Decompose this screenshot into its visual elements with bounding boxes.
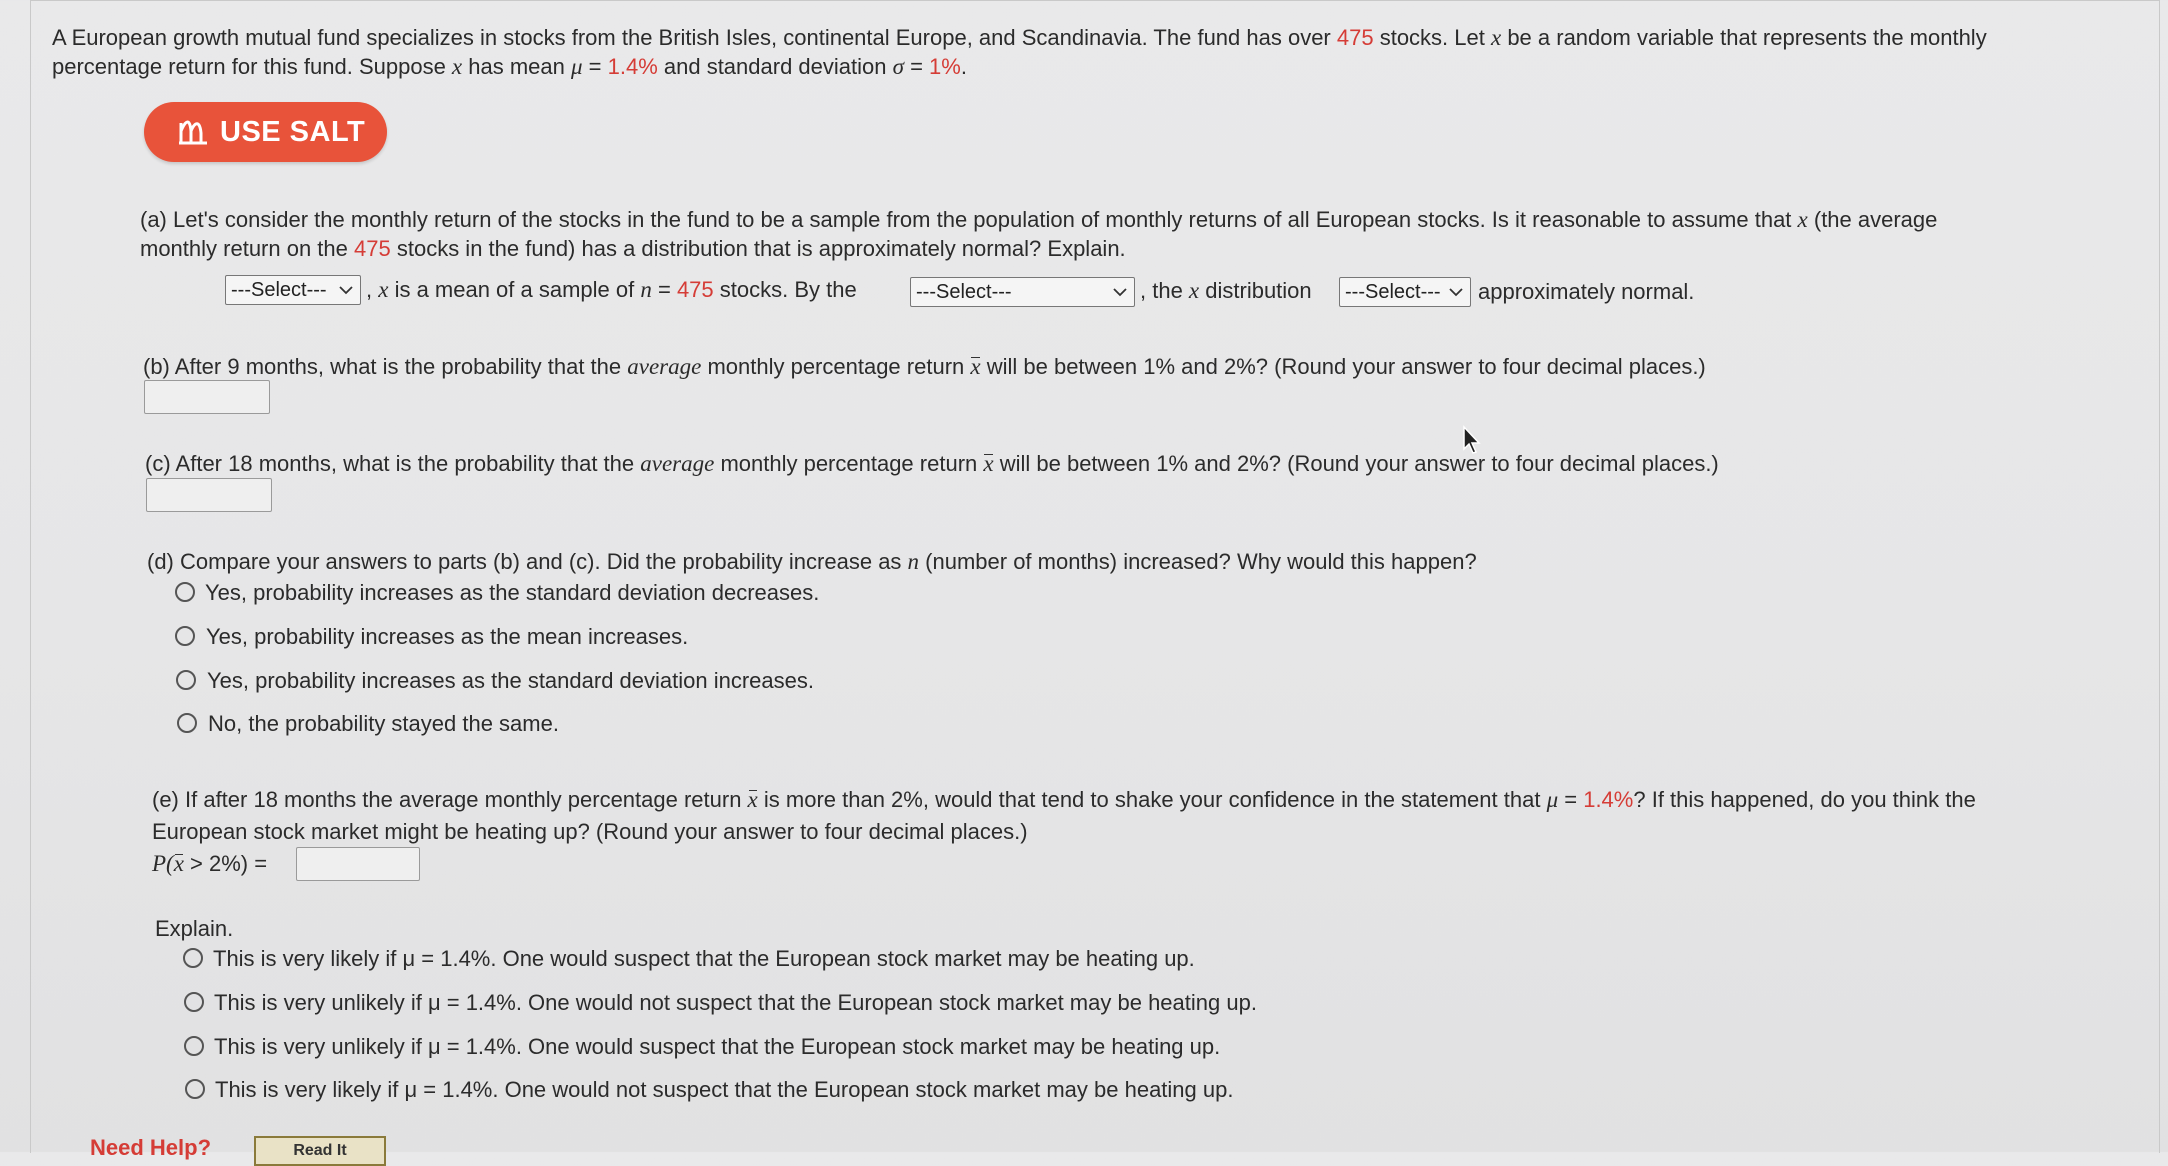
part-a-line-1: (a) Let's consider the monthly return of the stocks in the fund to be a sample from the population of monthly returns of all European stocks. Is it reasonable to assume that x (the average xyxy=(140,207,1938,232)
use-salt-label: USE SALT xyxy=(220,115,366,148)
part-c-answer-input[interactable] xyxy=(146,478,272,512)
chevron-down-icon xyxy=(1112,287,1128,297)
salt-icon xyxy=(176,117,210,147)
part-e-answer-input[interactable] xyxy=(296,847,420,881)
chevron-down-icon xyxy=(338,285,354,295)
part-a-end: approximately normal. xyxy=(1478,279,1695,304)
part-b-question: (b) After 9 months, what is the probability that the average monthly percentage return x will be between 1% and 2%? (Round your answer to four decimal places.) xyxy=(143,354,1706,379)
part-e-option-4: This is very likely if μ = 1.4%. One would not suspect that the European stock market may be heating up. xyxy=(215,1077,1234,1102)
part-e-line-2: European stock market might be heating up? (Round your answer to four decimal places.) xyxy=(152,819,1028,844)
part-e-radio-4[interactable] xyxy=(185,1079,205,1099)
intro-line-2: percentage return for this fund. Suppose x has mean μ = 1.4% and standard deviation σ = 1%. xyxy=(52,54,967,79)
part-a-line-2: monthly return on the 475 stocks in the fund) has a distribution that is approximately normal? Explain. xyxy=(140,236,1126,261)
part-e-radio-2[interactable] xyxy=(184,992,204,1012)
part-c-question: (c) After 18 months, what is the probability that the average monthly percentage return x will be between 1% and 2%? (Round your answer to four decimal places.) xyxy=(145,451,1719,476)
chevron-down-icon xyxy=(1448,287,1464,297)
part-a-select-2[interactable]: ---Select--- xyxy=(910,277,1135,307)
part-d-radio-4[interactable] xyxy=(177,713,197,733)
mouse-cursor-icon xyxy=(1462,425,1484,455)
part-d-radio-1[interactable] xyxy=(175,582,195,602)
part-d-option-3: Yes, probability increases as the standard deviation increases. xyxy=(207,668,814,693)
read-it-button[interactable]: Read It xyxy=(254,1136,386,1166)
use-salt-button[interactable] xyxy=(144,102,387,162)
part-a-select-1[interactable]: ---Select--- xyxy=(225,275,361,305)
part-e-line-1: (e) If after 18 months the average monthly percentage return x is more than 2%, would that tend to shake your confidence in the statement that μ = 1.4%? If this happened, do you think the xyxy=(152,787,1976,812)
part-d-radio-2[interactable] xyxy=(175,626,195,646)
part-d-question: (d) Compare your answers to parts (b) and (c). Did the probability increase as n (number of months) increased? Why would this happen? xyxy=(147,549,1477,574)
part-e-option-2: This is very unlikely if μ = 1.4%. One would not suspect that the European stock market may be heating up. xyxy=(214,990,1257,1015)
part-e-explain-label: Explain. xyxy=(155,916,234,941)
part-e-probability-label: P(x > 2%) = xyxy=(152,851,268,876)
part-e-option-3: This is very unlikely if μ = 1.4%. One would suspect that the European stock market may be heating up. xyxy=(214,1034,1221,1059)
part-d-option-1: Yes, probability increases as the standard deviation decreases. xyxy=(205,580,820,605)
part-d-option-4: No, the probability stayed the same. xyxy=(208,711,559,736)
part-e-option-1: This is very likely if μ = 1.4%. One would suspect that the European stock market may be heating up. xyxy=(213,946,1195,971)
need-help-label: Need Help? xyxy=(90,1135,212,1160)
part-d-option-2: Yes, probability increases as the mean increases. xyxy=(206,624,689,649)
part-d-radio-3[interactable] xyxy=(176,670,196,690)
intro-line-1: A European growth mutual fund specializes in stocks from the British Isles, continental Europe, and Scandinavia. The fund has over 475 stocks. Let x be a random variable that represents the monthly xyxy=(52,25,1987,50)
part-a-mid-2: , the x distribution xyxy=(1140,278,1312,303)
part-e-radio-1[interactable] xyxy=(183,948,203,968)
part-b-answer-input[interactable] xyxy=(144,380,270,414)
part-a-select-3[interactable]: ---Select--- xyxy=(1339,277,1471,307)
part-e-radio-3[interactable] xyxy=(184,1036,204,1056)
part-a-mid-1: , x is a mean of a sample of n = 475 stocks. By the xyxy=(366,277,857,302)
